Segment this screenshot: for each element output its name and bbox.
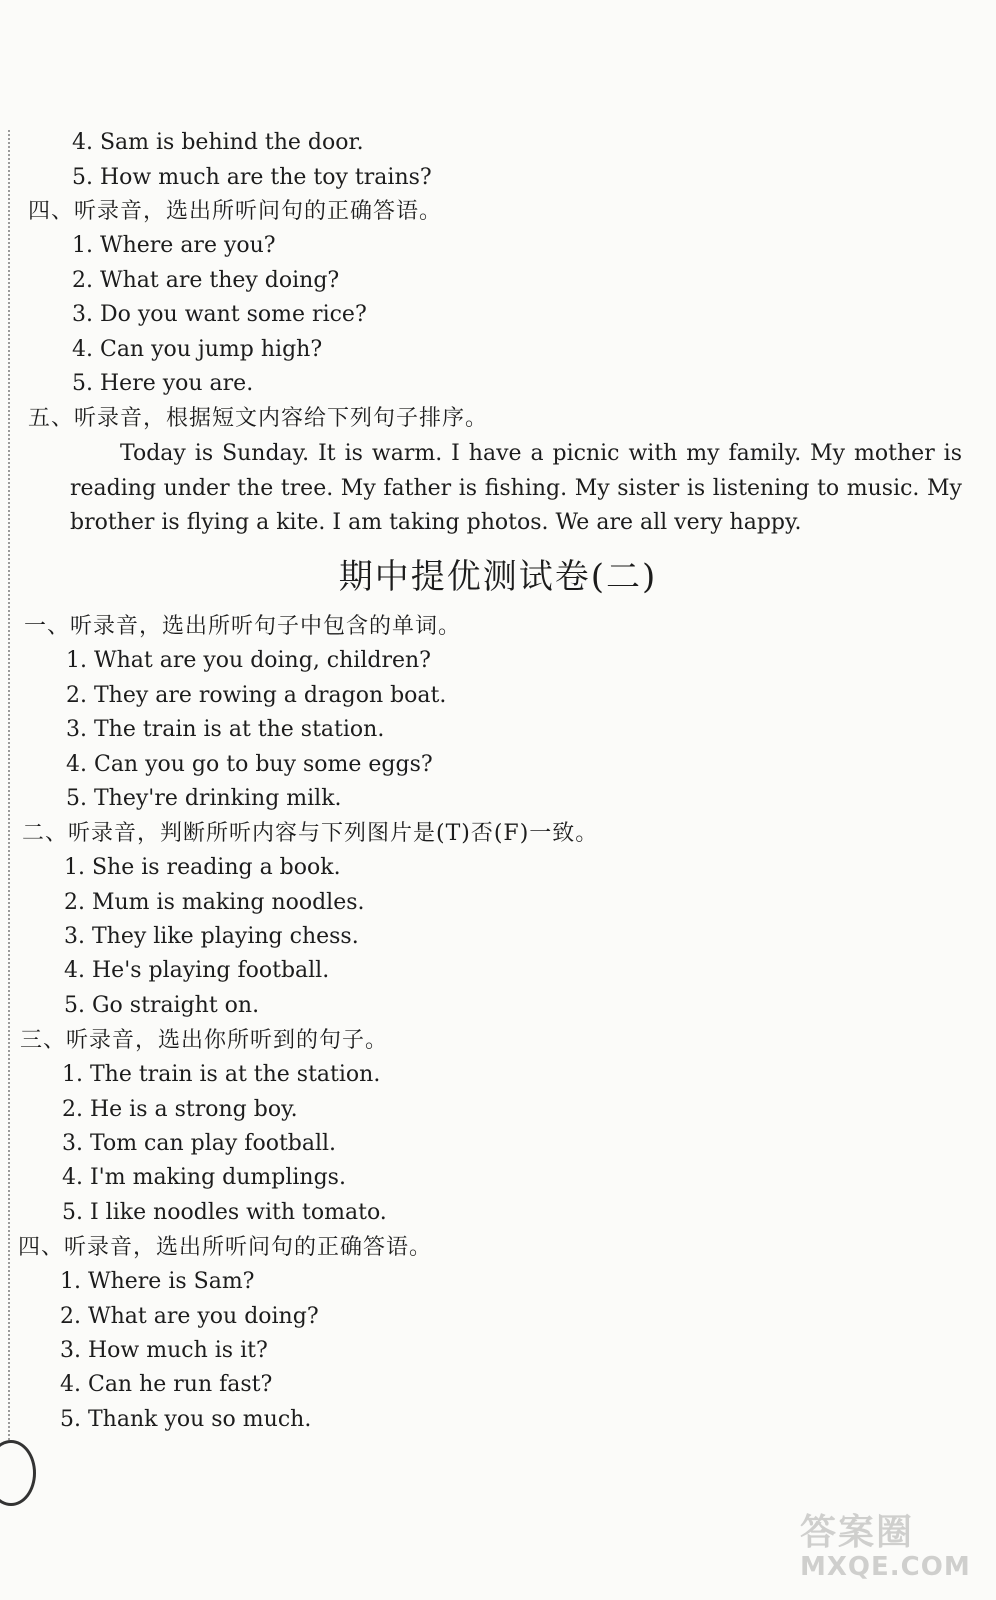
list-item: 4. Can he run fast? <box>60 1372 273 1397</box>
section-heading: 四、听录音，选出所听问句的正确答语。 <box>18 1235 433 1260</box>
list-item: 5. I like noodles with tomato. <box>62 1200 387 1225</box>
list-item: 3. How much is it? <box>60 1338 268 1363</box>
list-item: 5. Here you are. <box>72 371 254 396</box>
list-item: 1. Where are you? <box>72 233 276 258</box>
list-item: 3. Tom can play football. <box>62 1131 337 1156</box>
watermark-logo <box>800 1504 972 1592</box>
list-item: 4. I'm making dumplings. <box>62 1165 346 1190</box>
list-item: 4. Can you go to buy some eggs? <box>66 752 433 777</box>
list-item: 1. Where is Sam? <box>60 1269 255 1294</box>
page-corner-ornament <box>0 1440 36 1506</box>
list-item: 5. Go straight on. <box>64 993 260 1018</box>
list-item: 2. What are you doing? <box>60 1304 319 1329</box>
list-item: 4. Can you jump high? <box>72 337 323 362</box>
list-item: 2. He is a strong boy. <box>62 1097 298 1122</box>
section-heading: 一、听录音，选出所听句子中包含的单词。 <box>24 614 462 639</box>
list-item: 2. What are they doing? <box>72 268 340 293</box>
list-item: 3. Do you want some rice? <box>72 302 367 327</box>
list-item: 3. They like playing chess. <box>64 924 359 949</box>
list-item: 2. Mum is making noodles. <box>64 890 365 915</box>
list-item: 2. They are rowing a dragon boat. <box>66 683 447 708</box>
page-title: 期中提优测试卷(二) <box>338 557 658 597</box>
list-item: 1. The train is at the station. <box>62 1062 381 1087</box>
list-item: 4. Sam is behind the door. <box>72 130 364 155</box>
section-heading: 三、听录音，选出你所听到的句子。 <box>20 1028 389 1053</box>
list-item: 3. The train is at the station. <box>66 717 385 742</box>
passage-paragraph: Today is Sunday. It is warm. I have a picnic with my family. My mother is reading under the tree. My father is fishing. My sister is listening to music. My brother is flying a kite. I am taking photos. We are all very happy. <box>70 441 962 535</box>
list-item: 5. Thank you so much. <box>60 1407 312 1432</box>
list-item: 5. How much are the toy trains? <box>72 165 432 190</box>
list-item: 5. They're drinking milk. <box>66 786 342 811</box>
section-heading: 五、听录音，根据短文内容给下列句子排序。 <box>28 406 489 431</box>
watermark-url: MXQE.COM <box>800 1552 971 1582</box>
watermark-text: 答案圈 <box>800 1512 915 1553</box>
list-item: 1. What are you doing, children? <box>66 648 431 673</box>
section-heading: 二、听录音，判断所听内容与下列图片是(T)否(F)一致。 <box>22 821 599 846</box>
list-item: 4. He's playing football. <box>64 958 330 983</box>
binding-margin-line <box>8 130 10 1440</box>
section-heading: 四、听录音，选出所听问句的正确答语。 <box>28 199 443 224</box>
list-item: 1. She is reading a book. <box>64 855 341 880</box>
